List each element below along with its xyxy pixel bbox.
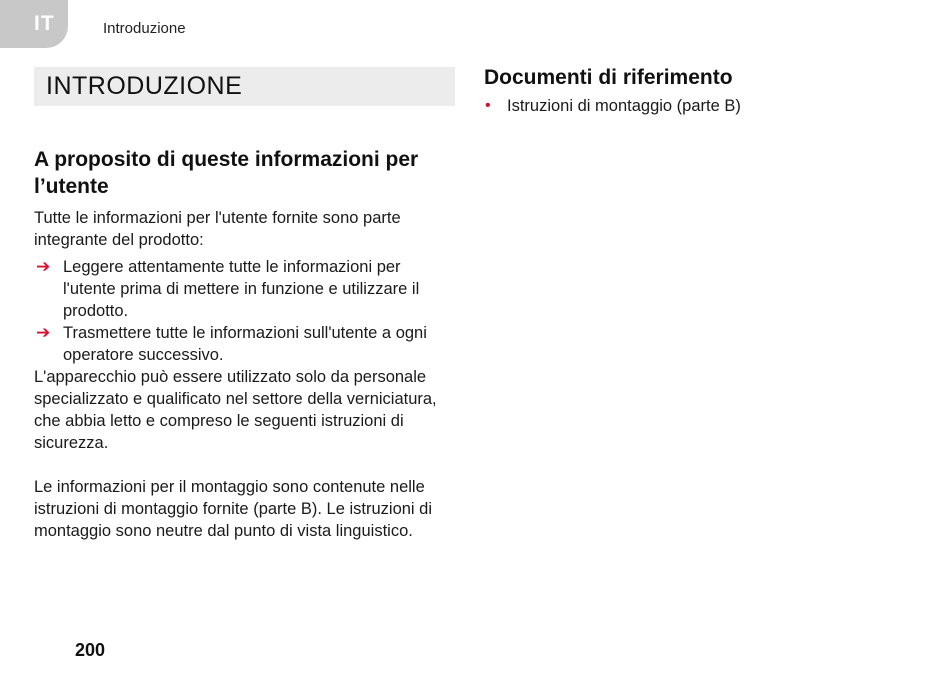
right-column	[484, 64, 904, 117]
intro-paragraph: Tutte le informazioni per l'utente fornite sono parte integrante del prodotto:	[34, 209, 401, 249]
page-number: 200	[75, 640, 106, 660]
bullet-icon: •	[485, 97, 491, 114]
instruction-steps	[34, 256, 455, 366]
instruction-step	[34, 322, 455, 366]
step-text: Trasmettere tutte le informazioni sull'utente a ogni operatore successivo.	[63, 324, 427, 364]
instruction-step	[34, 256, 455, 322]
arrow-icon: ➔	[36, 257, 51, 276]
about-heading: A proposito di queste informazioni per l’utente	[34, 148, 419, 198]
paragraph-spacer	[34, 454, 455, 476]
assembly-paragraph: Le informazioni per il montaggio sono contenute nelle istruzioni di montaggio fornite (parte B). Le istruzioni di montaggio sono neutre dal punto di vista linguistico.	[34, 478, 433, 540]
reference-text: Istruzioni di montaggio (parte B)	[507, 97, 741, 115]
language-tab: IT	[0, 0, 68, 48]
left-column	[34, 146, 455, 542]
section-banner: INTRODUZIONE	[34, 67, 455, 106]
step-text: Leggere attentamente tutte le informazioni per l'utente prima di mettere in funzione e utilizzare il prodotto.	[63, 258, 420, 320]
arrow-icon: ➔	[36, 323, 51, 342]
running-header: Introduzione	[103, 20, 186, 37]
references-heading: Documenti di riferimento	[484, 66, 733, 89]
reference-item	[484, 95, 904, 117]
qualification-paragraph: L'apparecchio può essere utilizzato solo da personale specializzato e qualificato nel settore della verniciatura, che abbia letto e compreso le seguenti istruzioni di sicurezza.	[34, 368, 437, 452]
